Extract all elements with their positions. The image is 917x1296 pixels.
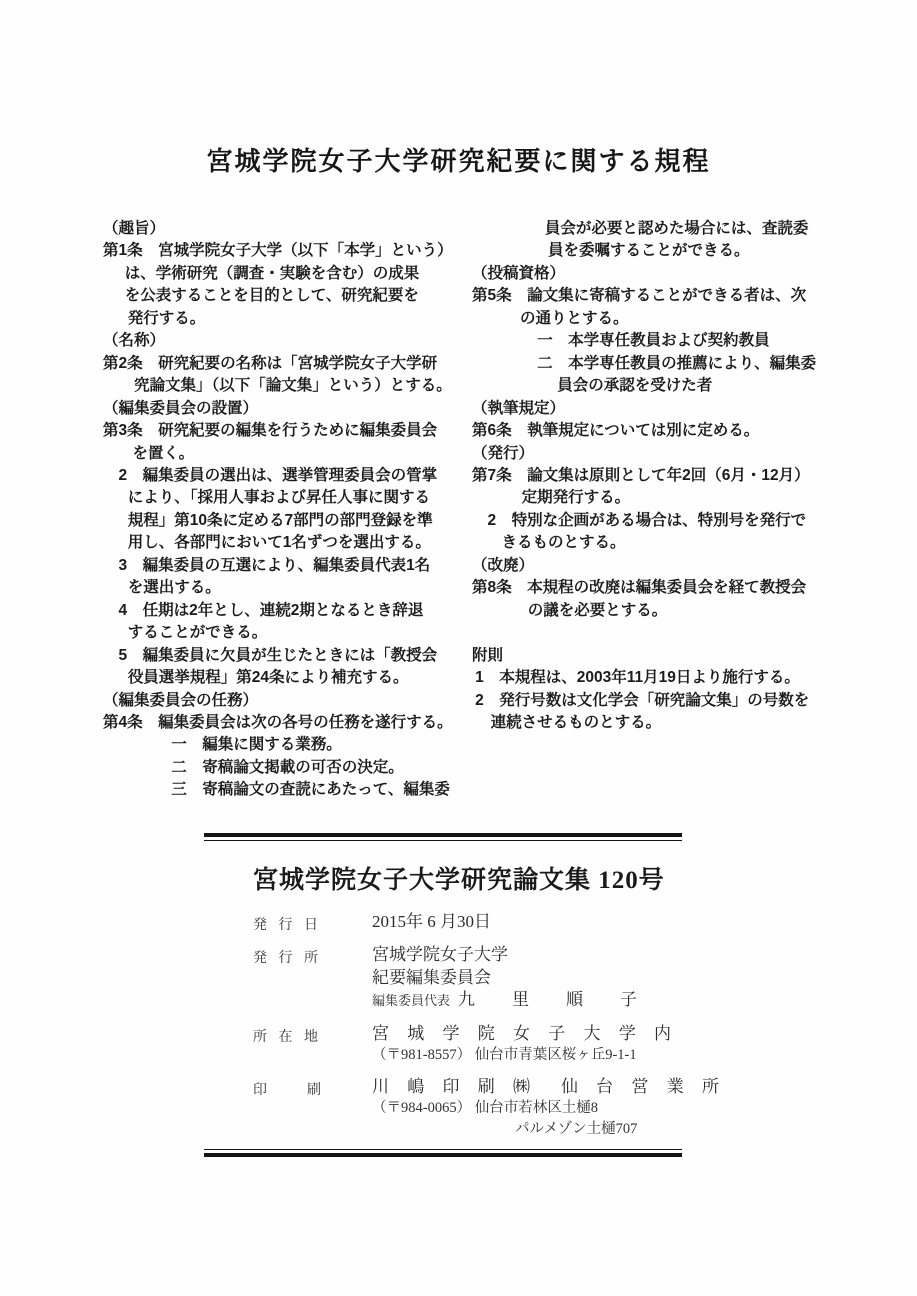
colophon-line: 川 嶋 印 刷 ㈱ 仙 台 営 業 所 (372, 1076, 726, 1096)
regulation-line: は、学術研究（調査・実験を含む）の成果 (124, 264, 420, 282)
regulation-line: 4 任期は2年とし、連続2期となるとき辞退 (118, 601, 424, 619)
regulation-line: 発行する。 (127, 309, 206, 327)
regulation-line: 5 編集委員に欠員が生じたときには「教授会 (118, 646, 438, 664)
colophon-line: 2015年 6 月30日 (372, 912, 491, 931)
regulation-line: 第8条 本規程の改廃は編集委員会を経て教授会 (472, 579, 807, 597)
regulation-line: 第1条 宮城学院女子大学（以下「本学」という） (103, 242, 453, 260)
colophon-line: パルメゾン土樋707 (515, 1120, 638, 1137)
regulation-line: を公表することを目的として、研究紀要を (124, 287, 419, 305)
colophon-row-values (372, 1023, 682, 1066)
regulation-line: 2 編集委員の選出は、選挙管理委員会の管掌 (118, 466, 438, 484)
colophon-line: 紀要編集委員会 (372, 967, 491, 987)
regulation-line: 役員選挙規程」第24条により補充する。 (127, 669, 409, 687)
regulation-line: 規程」第10条に定める7部門の部門登録を準 (127, 511, 433, 529)
colophon-line: 宮城学院女子大学 (372, 945, 508, 964)
regulation-line: （改廃） (472, 556, 535, 574)
regulation-line: の議を必要とする。 (527, 601, 668, 619)
regulation-line: することができる。 (127, 624, 268, 642)
regulation-line: きるものとする。 (501, 534, 626, 552)
regulation-line: 3 編集委員の互選により、編集委員代表1名 (118, 556, 431, 574)
colophon-box (204, 833, 726, 1157)
regulation-line: を置く。 (132, 444, 195, 462)
colophon-row (253, 944, 682, 1013)
regulation-line: 員会が必要と認めた場合には、査読委 (544, 220, 809, 237)
regulation-line: 第5条 論文集に寄稿することができる者は、次 (472, 287, 807, 305)
colophon-row-label: 発 行 所 (253, 951, 322, 966)
regulation-line: （発行） (472, 444, 535, 462)
colophon-row (253, 1076, 726, 1140)
colophon-title: 宮城学院女子大学研究論文集 120号 (253, 867, 665, 894)
regulation-line: （趣旨） (103, 220, 166, 237)
regulation-title: 宮城学院女子大学研究紀要に関する規程 (206, 146, 711, 176)
colophon-rows (204, 911, 726, 1139)
regulation-line: 用し、各部門において1名ずつを選出する。 (127, 534, 431, 552)
regulation-line: 一 編集に関する業務。 (171, 736, 342, 754)
regulation-line: （執筆規定） (472, 399, 566, 417)
regulation-line (472, 622, 834, 644)
colophon-line: （〒984-0065） 仙台市若林区土樋8 (372, 1100, 598, 1116)
colophon-row-values (372, 1076, 726, 1140)
regulation-line: 附則 (472, 646, 504, 664)
colophon-row-values (372, 944, 682, 1013)
colophon-line: 宮 城 学 院 女 子 大 学 内 (372, 1023, 678, 1043)
colophon-row-label: 印 刷 (253, 1082, 325, 1098)
regulation-line: （投稿資格） (472, 264, 566, 282)
regulation-line: 第2条 研究紀要の名称は「宮城学院女子大学研 (103, 354, 438, 372)
colophon-line (372, 989, 682, 1013)
regulation-line: 二 本学専任教員の推薦により、編集委 (537, 354, 817, 372)
regulation-column-left (103, 218, 465, 802)
regulation-line: 連続させるものとする。 (490, 713, 662, 731)
colophon-row (253, 1023, 682, 1066)
colophon-line: （〒981-8557） 仙台市青葉区桜ヶ丘9-1-1 (372, 1047, 637, 1063)
regulation-line: 定期発行する。 (521, 489, 631, 507)
regulation-line: 第7条 論文集は原則として年2回（6月・12月） (472, 466, 810, 484)
regulation-line: 員会の承認を受けた者 (557, 377, 713, 395)
regulation-column-right (472, 218, 834, 734)
regulation-line: （名称） (103, 332, 166, 350)
colophon-row-label: 所 在 地 (253, 1029, 322, 1045)
regulation-line: 二 寄稿論文掲載の可否の決定。 (171, 758, 404, 776)
colophon-bottom-rule (204, 1149, 682, 1157)
regulation-line: 2 特別な企画がある場合は、特別号を発行で (487, 511, 807, 529)
regulation-line: （編集委員会の任務） (103, 691, 259, 709)
regulation-line: の通りとする。 (520, 309, 629, 327)
colophon-row-label: 発 行 日 (253, 918, 322, 933)
regulation-line: により、「採用人事および昇任人事に関する (127, 489, 431, 507)
colophon-row-values (372, 911, 682, 934)
regulation-line: 第4条 編集委員会は次の各号の任務を遂行する。 (103, 713, 453, 731)
regulation-line: 究論文集」（以下「論文集」という）とする。 (134, 377, 452, 395)
regulation-line: を選出する。 (127, 579, 221, 597)
regulation-line: 三 寄稿論文の査読にあたって、編集委 (171, 781, 450, 799)
colophon-top-rule (204, 833, 682, 841)
regulation-line: 第6条 執筆規定については別に定める。 (472, 422, 760, 440)
regulation-line: 員を委嘱することができる。 (547, 242, 750, 260)
colophon-row (253, 911, 682, 934)
regulation-line: （編集委員会の設置） (103, 399, 259, 417)
regulation-line: 1 本規程は、2003年11月19日より施行する。 (475, 669, 800, 687)
colophon-line-part: 編集委員代表 (372, 993, 451, 1008)
regulation-line: 一 本学専任教員および契約教員 (537, 332, 770, 350)
regulation-line: 2 発行号数は文化学会「研究論文集」の号数を (475, 691, 810, 709)
colophon-line-part: 九 里 順 子 (458, 990, 648, 1009)
regulation-line: 第3条 研究紀要の編集を行うために編集委員会 (103, 422, 438, 440)
